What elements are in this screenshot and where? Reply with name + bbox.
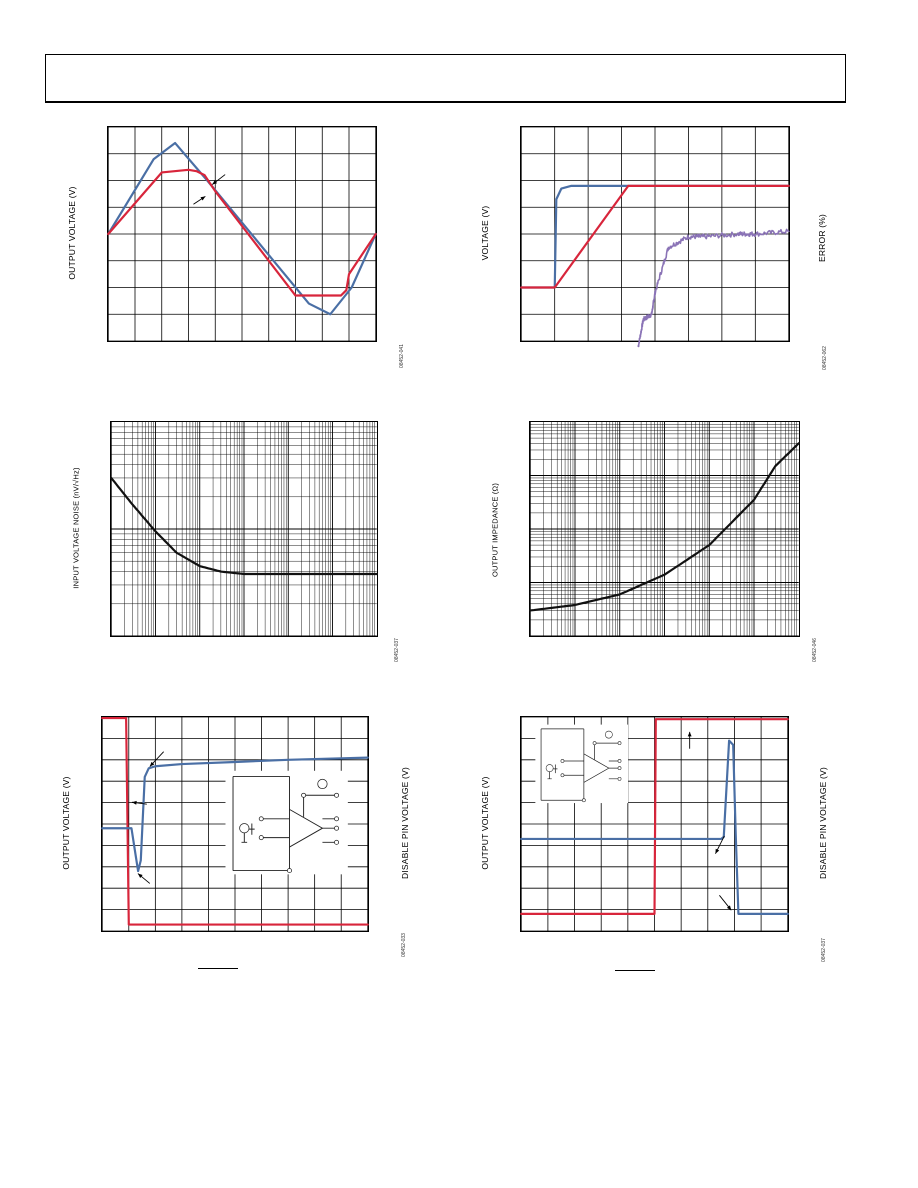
chart-2-ylabel: VOLTAGE (V) bbox=[480, 205, 490, 261]
chart-5-plot bbox=[102, 717, 368, 931]
chart-5-source-icon bbox=[240, 824, 249, 833]
chart-6-node-icon bbox=[593, 742, 596, 745]
chart-5-panel bbox=[101, 716, 369, 932]
chart-5-node-icon bbox=[287, 868, 291, 872]
chart-5-node-icon bbox=[302, 793, 306, 797]
chart-5-node-icon bbox=[259, 836, 263, 840]
chart-2-figure-id: 08452-062 bbox=[822, 346, 828, 370]
chart-2-panel bbox=[520, 126, 790, 342]
chart-6-inset-bg bbox=[535, 725, 628, 803]
chart-3-figure-id: 08452-037 bbox=[394, 638, 400, 662]
chart-5-node-icon bbox=[259, 817, 263, 821]
chart-4-grid bbox=[530, 422, 798, 636]
chart-5-node-icon bbox=[334, 826, 338, 830]
chart-6-ylabel: OUTPUT VOLTAGE (V) bbox=[480, 776, 490, 870]
chart-3-ylabel: INPUT VOLTAGE NOISE (nV/√Hz) bbox=[71, 467, 81, 589]
chart-6-plot bbox=[521, 717, 788, 931]
chart-6-meter-icon bbox=[605, 731, 612, 738]
chart-6-inset-schematic bbox=[535, 725, 628, 803]
chart-6-node-icon bbox=[618, 759, 621, 762]
chart-2-series-purple-line bbox=[638, 229, 788, 346]
chart-1-panel bbox=[107, 126, 377, 342]
chart-6-node-icon bbox=[561, 774, 564, 777]
chart-3-plot bbox=[111, 422, 377, 636]
chart-2-plot bbox=[521, 127, 789, 341]
chart-5-inset-schematic bbox=[225, 771, 347, 875]
chart-5-meter-icon bbox=[318, 779, 327, 788]
chart-3-grid bbox=[111, 422, 377, 636]
chart-6-caption-rule bbox=[615, 970, 655, 971]
chart-5-ylabel-right: DISABLE PIN VOLTAGE (V) bbox=[400, 767, 410, 879]
chart-6-panel bbox=[520, 716, 789, 932]
chart-3-panel bbox=[110, 421, 378, 637]
chart-6-node-icon bbox=[582, 799, 585, 802]
chart-5-figure-id: 08452-033 bbox=[401, 933, 407, 957]
chart-6-arrowhead-icon bbox=[688, 732, 692, 737]
chart-6-node-icon bbox=[618, 742, 621, 745]
chart-5-caption-rule bbox=[198, 968, 238, 969]
chart-1-plot bbox=[108, 127, 376, 341]
chart-6-ylabel-right: DISABLE PIN VOLTAGE (V) bbox=[818, 767, 828, 879]
chart-4-ylabel: OUTPUT IMPEDANCE (Ω) bbox=[490, 482, 500, 578]
chart-5-node-icon bbox=[334, 817, 338, 821]
chart-4-plot bbox=[530, 422, 799, 636]
chart-1-figure-id: 08452-041 bbox=[399, 344, 405, 368]
page-header-box bbox=[45, 54, 846, 103]
chart-1-arrowhead-icon bbox=[200, 196, 205, 200]
chart-6-node-icon bbox=[618, 767, 621, 770]
chart-5-node-icon bbox=[334, 840, 338, 844]
chart-5-inset-bg bbox=[225, 771, 347, 875]
chart-6-figure-id: 08452-037 bbox=[821, 938, 827, 962]
chart-5-ylabel: OUTPUT VOLTAGE (V) bbox=[61, 776, 71, 870]
chart-5-node-icon bbox=[334, 793, 338, 797]
chart-6-source-icon bbox=[546, 765, 553, 772]
chart-6-node-icon bbox=[618, 777, 621, 780]
chart-4-figure-id: 08452-046 bbox=[812, 638, 818, 662]
chart-6-node-icon bbox=[561, 759, 564, 762]
chart-4-panel bbox=[529, 421, 800, 637]
chart-1-ylabel: OUTPUT VOLTAGE (V) bbox=[67, 186, 77, 280]
chart-2-ylabel-right: ERROR (%) bbox=[817, 213, 827, 263]
